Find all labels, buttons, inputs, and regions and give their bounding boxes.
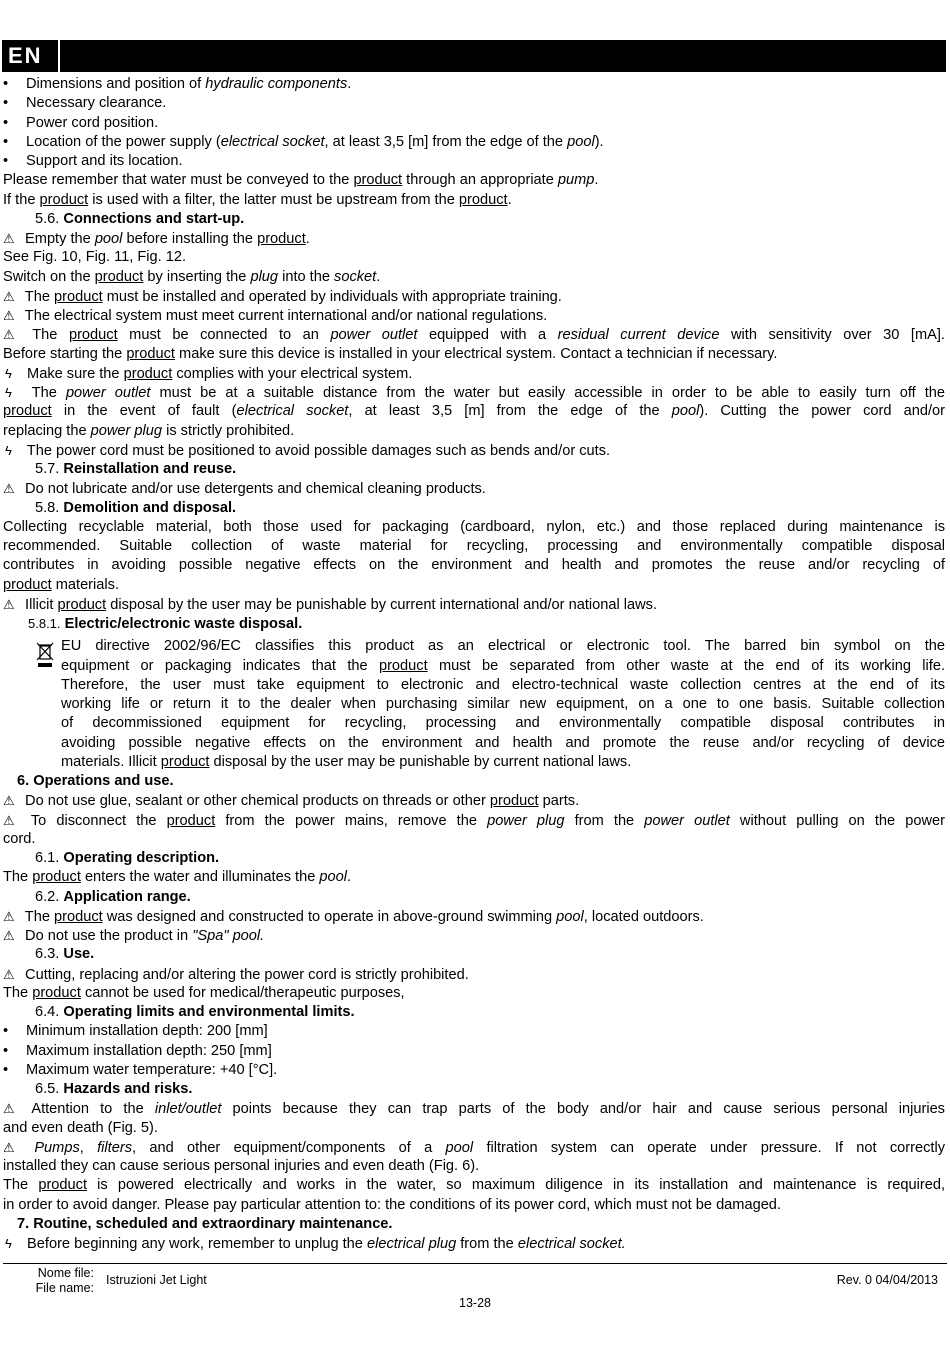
warning-note-cont: cord.: [3, 830, 36, 847]
lightning-bolt-icon: ϟ: [5, 365, 12, 381]
paragraph: If the product is used with a filter, the latter must be upstream from the product.: [3, 191, 512, 208]
warning-triangle-icon: ⚠: [3, 596, 15, 612]
warning-note: ⚠ Empty the pool before installing the product.: [3, 231, 310, 247]
weee-paragraph: EU directive 2002/96/EC classifies this product as an electrical or electronic tool. The barred bin symbol on the equipment or packaging indicates that the product must be separated from other waste at the end of its working life. Therefore, the user must take equipment to electronic and electro-technical waste collection centres at the end of its working life or return it to the dealer when purchasing similar new equipment, on a one to one basis. Suitable collection of decommissioned equipment for recycling, processing and environmentally compatible disposal contributes in avoiding possible negative effects on the environment and health and promote the reuse and/or recycling of device materials. Illicit product disposal by the user may be punishable by current national laws.: [3, 637, 945, 772]
paragraph: The product is powered electrically and works in the water, so maximum diligence in its installation and maintenance is required,: [3, 1177, 945, 1194]
electric-note-cont: replacing the power plug is strictly prohibited.: [3, 422, 295, 439]
warning-triangle-icon: ⚠: [3, 793, 15, 809]
paragraph: Switch on the product by inserting the plug into the socket.: [3, 268, 381, 285]
section-heading: 6.3. Use.: [35, 946, 95, 963]
paragraph: in order to avoid danger. Please pay particular attention to: the conditions of its power cord, which must not be damaged.: [3, 1196, 781, 1213]
warning-triangle-icon: ⚠: [3, 231, 15, 246]
file-name: Istruzioni Jet Light: [106, 1273, 207, 1287]
page-number: 13-28: [459, 1296, 491, 1310]
section-heading: 6.2. Application range.: [35, 888, 191, 905]
paragraph: Collecting recyclable material, both those used for packaging (cardboard, nylon, etc.) and those replaced during maintenance is: [3, 518, 945, 535]
paragraph: Before starting the product make sure this device is installed in your electrical system. Contact a technician if necessary.: [3, 345, 778, 362]
lightning-bolt-icon: ϟ: [5, 442, 12, 458]
electric-note: ϟ Make sure the product complies with your electrical system.: [5, 365, 413, 382]
warning-triangle-icon: ⚠: [3, 1139, 15, 1155]
list-item: • Power cord position.: [3, 114, 945, 133]
paragraph: Please remember that water must be conveyed to the product through an appropriate pump.: [3, 172, 599, 189]
chapter-heading: 7. Routine, scheduled and extraordinary maintenance.: [17, 1215, 393, 1232]
section-heading: 6.4. Operating limits and environmental limits.: [35, 1004, 355, 1020]
electric-note: ϟ Before beginning any work, remember to unplug the electrical plug from the electrical socket.: [5, 1236, 626, 1252]
paragraph: The product enters the water and illuminates the pool.: [3, 869, 352, 886]
warning-note: ⚠ Attention to the inlet/outlet points because they can trap parts of the body and/or hair and cause serious personal injuries: [3, 1101, 945, 1118]
electric-note: ϟ The power outlet must be at a suitable distance from the water but easily accessible in order to be able to easily turn off the: [5, 385, 945, 401]
warning-note: ⚠ Cutting, replacing and/or altering the power cord is strictly prohibited.: [3, 966, 469, 983]
warning-note: ⚠ Illicit product disposal by the user may be punishable by current international and/or national laws.: [3, 596, 658, 613]
warning-triangle-icon: ⚠: [3, 308, 15, 323]
chapter-heading: 6. Operations and use.: [17, 773, 174, 789]
file-name-label-it: Nome file:: [37, 1266, 94, 1280]
file-name-label-en: File name:: [35, 1281, 94, 1295]
document-body: [3, 75, 945, 1253]
list-item: • Support and its location.: [3, 152, 945, 171]
warning-note: ⚠ The product must be connected to an power outlet equipped with a residual current device with sensitivity over 30 [mA].: [3, 327, 945, 344]
warning-note: ⚠ Pumps, filters, and other equipment/components of a pool filtration system can operate under pressure. If not correctly: [3, 1139, 945, 1156]
section-heading: 6.5. Hazards and risks.: [35, 1081, 193, 1097]
list-item: • Maximum installation depth: 250 [mm]: [3, 1042, 945, 1061]
warning-triangle-icon: ⚠: [3, 481, 15, 497]
section-heading: 5.6. Connections and start-up.: [35, 210, 245, 227]
warning-triangle-icon: ⚠: [3, 908, 15, 924]
electric-note: ϟ The power cord must be positioned to avoid possible damages such as bends and/or cuts.: [5, 442, 611, 459]
paragraph: product materials.: [3, 576, 119, 593]
section-heading: 5.8.1. Electric/electronic waste disposal.: [28, 616, 303, 632]
warning-note: ⚠ The electrical system must meet current international and/or national regulations.: [3, 308, 548, 324]
warning-note: ⚠ Do not lubricate and/or use detergents and chemical cleaning products.: [3, 481, 486, 498]
warning-note: ⚠ To disconnect the product from the power mains, remove the power plug from the power outlet without pulling on the power: [3, 812, 945, 829]
paragraph: recommended. Suitable collection of waste material for recycling, processing and environmentally compatible disposal: [3, 538, 945, 554]
list-item: • Location of the power supply (electrical socket, at least 3,5 [m] from the edge of the pool).: [3, 133, 945, 152]
section-heading: 5.8. Demolition and disposal.: [35, 499, 237, 516]
electric-note-cont: product in the event of fault (electrical socket, at least 3,5 [m] from the edge of the pool). Cutting the power cord and/or: [3, 403, 945, 420]
lightning-bolt-icon: ϟ: [5, 385, 12, 400]
warning-triangle-icon: ⚠: [3, 1101, 15, 1117]
warning-triangle-icon: ⚠: [3, 966, 15, 982]
list-item: • Dimensions and position of hydraulic components.: [3, 75, 945, 94]
list-item: • Necessary clearance.: [3, 94, 945, 113]
lightning-bolt-icon: ϟ: [5, 1236, 12, 1251]
warning-note-cont: and even death (Fig. 5).: [3, 1119, 158, 1136]
crossed-out-bin-icon: [35, 641, 55, 669]
list-item: • Maximum water temperature: +40 [°C].: [3, 1061, 945, 1080]
warning-triangle-icon: ⚠: [3, 327, 15, 343]
warning-note: ⚠ The product must be installed and operated by individuals with appropriate training.: [3, 288, 562, 305]
section-heading: 5.7. Reinstallation and reuse.: [35, 461, 237, 477]
warning-triangle-icon: ⚠: [3, 812, 15, 828]
warning-note: ⚠ Do not use glue, sealant or other chemical products on threads or other product parts.: [3, 793, 580, 810]
revision: Rev. 0 04/04/2013: [836, 1273, 938, 1287]
warning-triangle-icon: ⚠: [3, 288, 15, 304]
warning-note-cont: installed they can cause serious personal injuries and even death (Fig. 6).: [3, 1158, 480, 1174]
header-bar: [2, 40, 946, 72]
warning-note: ⚠ The product was designed and constructed to operate in above-ground swimming pool, located outdoors.: [3, 908, 704, 925]
language-label: EN: [2, 40, 60, 72]
paragraph: The product cannot be used for medical/therapeutic purposes,: [3, 984, 405, 1001]
paragraph: contributes in avoiding possible negative effects on the environment and health and promotes the reuse and/or recycling of: [3, 557, 945, 574]
warning-note: ⚠ Do not use the product in "Spa" pool.: [3, 928, 265, 944]
list-item: • Minimum installation depth: 200 [mm]: [3, 1022, 945, 1041]
paragraph: See Fig. 10, Fig. 11, Fig. 12.: [3, 249, 187, 266]
section-heading: 6.1. Operating description.: [35, 850, 220, 866]
footer-divider: [3, 1263, 947, 1264]
warning-triangle-icon: ⚠: [3, 928, 15, 943]
